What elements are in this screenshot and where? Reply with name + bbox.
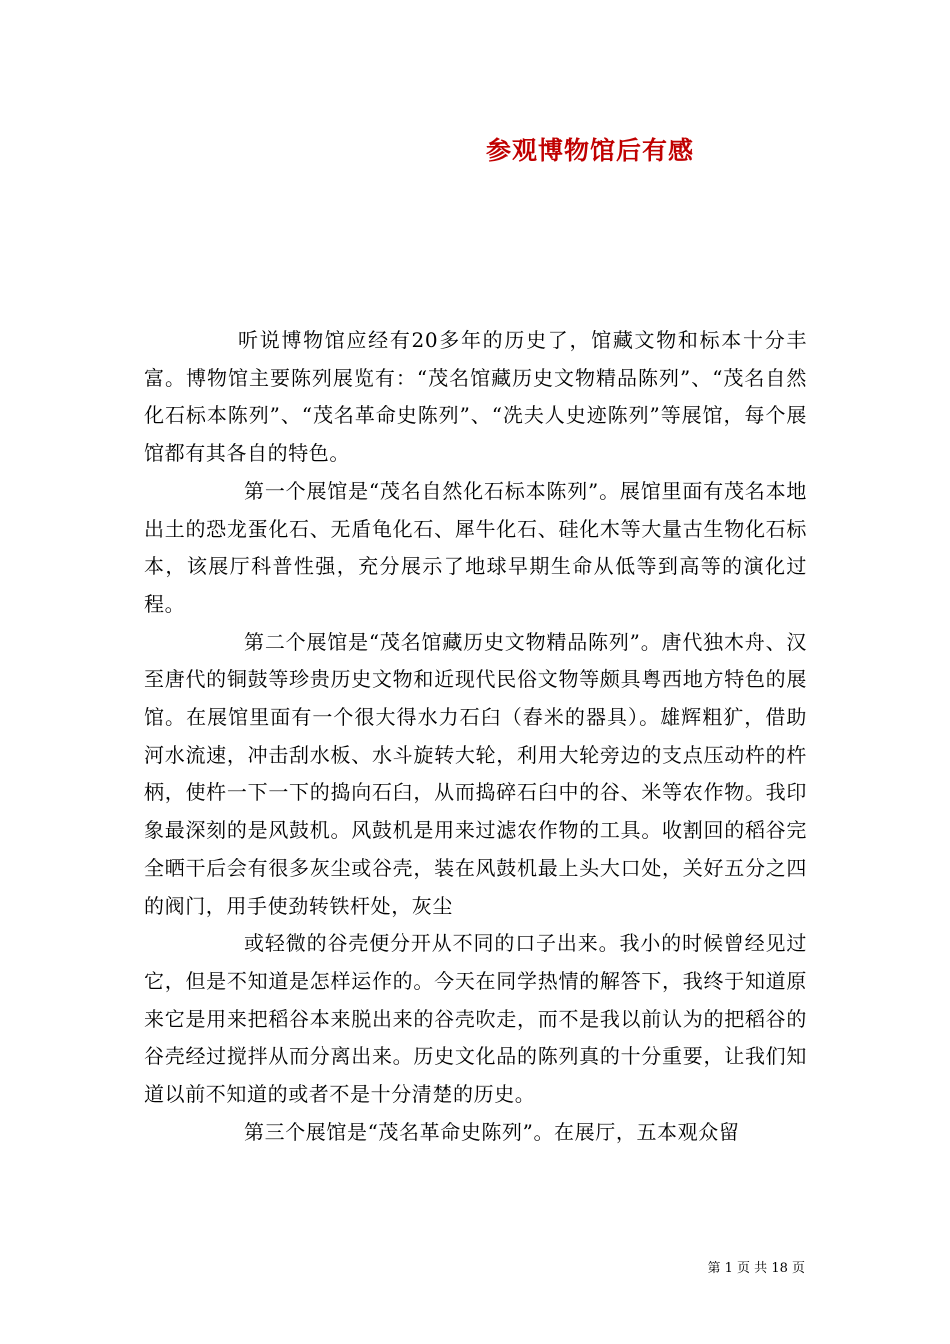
page-number: 第 1 页 共 18 页 xyxy=(707,1261,805,1276)
document-title: 参观博物馆后有感 xyxy=(485,136,694,165)
document-body xyxy=(144,322,807,1151)
paragraph-first-hall: 第一个展馆是“茂名自然化石标本陈列”。展馆里面有茂名本地出土的恐龙蛋化石、无盾龟化石、犀牛化石、硅化木等大量古生物化石标本，该展厅科普性强，充分展示了地球早期生命从低等到高等的演化过程。 xyxy=(144,478,807,616)
paragraph-second-hall: 第二个展馆是“茂名馆藏历史文物精品陈列”。唐代独木舟、汉至唐代的铜鼓等珍贵历史文物和近现代民俗文物等颇具粤西地方特色的展馆。在展馆里面有一个很大得水力石臼（舂米的器具）。雄辉粗犷，借助河水流速，冲击刮水板、水斗旋转大轮，利用大轮旁边的支点压动杵的杵柄，使杵一下一下的捣向石臼，从而捣碎石臼中的谷、米等农作物。我印象最深刻的是风鼓机。风鼓机是用来过滤农作物的工具。收割回的稻谷完全晒干后会有很多灰尘或谷壳，装在风鼓机最上头大口处，关好五分之四的阀门，用手使劲转铁杆处，灰尘 xyxy=(144,629,807,918)
paragraph-intro: 听说博物馆应经有20多年的历史了，馆藏文物和标本十分丰富。博物馆主要陈列展览有：“茂名馆藏历史文物精品陈列”、“茂名自然化石标本陈列”、“茂名革命史陈列”、“冼夫人史迹陈列”等展馆，每个展馆都有其各自的特色。 xyxy=(144,328,807,466)
paragraph-winnowing-machine: 或轻微的谷壳便分开从不同的口子出来。我小的时候曾经见过它，但是不知道是怎样运作的。今天在同学热情的解答下，我终于知道原来它是用来把稻谷本来脱出来的谷壳吹走，而不是我以前认为的把稻谷的谷壳经过搅拌从而分离出来。历史文化品的陈列真的十分重要，让我们知道以前不知道的或者不是十分清楚的历史。 xyxy=(144,931,807,1107)
paragraph-third-hall: 第三个展馆是“茂名革命史陈列”。在展厅，五本观众留 xyxy=(244,1119,740,1144)
